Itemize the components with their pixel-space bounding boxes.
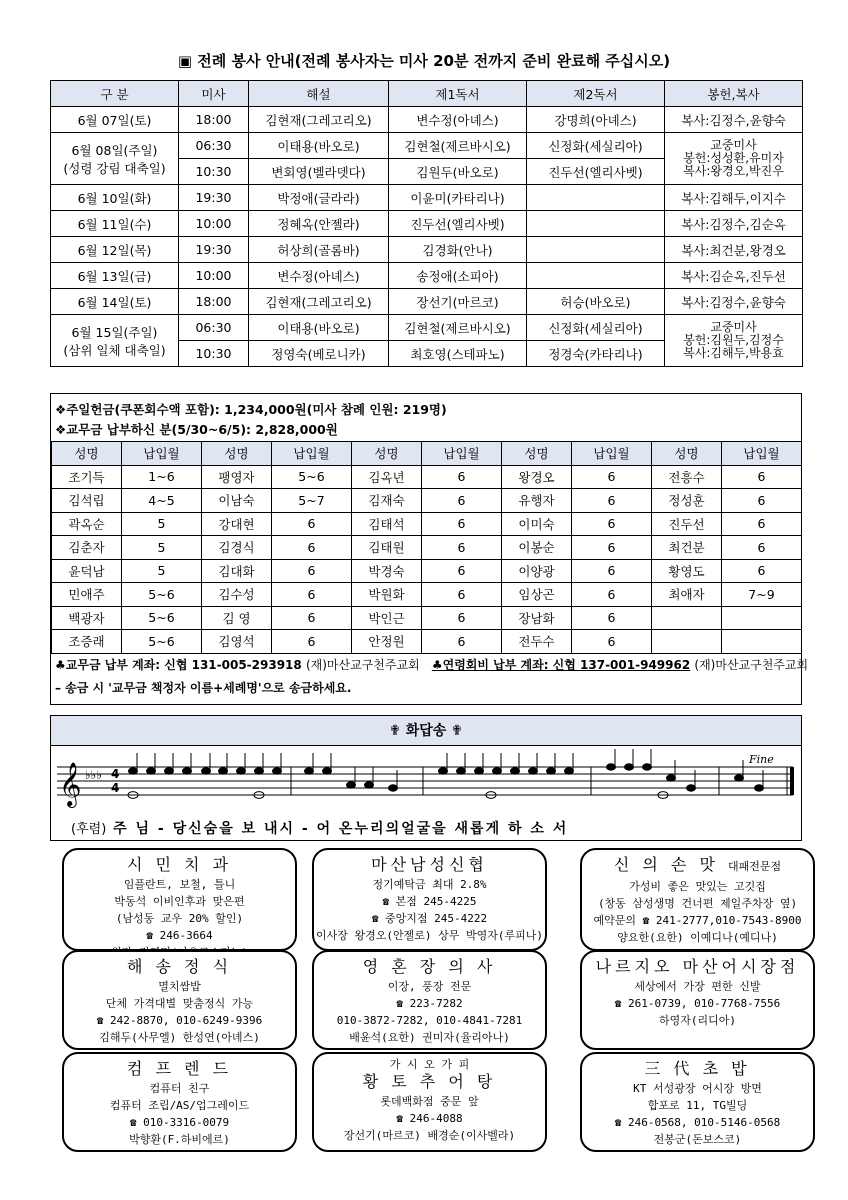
- note-head: [529, 768, 538, 774]
- month-cell: 6: [422, 536, 502, 560]
- note-head: [147, 768, 156, 774]
- hymn-title: ✟ 화답송 ✟: [51, 716, 801, 746]
- ad-line: 예약문의 ☎ 241-2777,010-7543-8900: [593, 914, 802, 927]
- col-header: 미사: [179, 81, 249, 107]
- table-row: [52, 465, 802, 489]
- time-cell: 19:30: [179, 237, 249, 263]
- hymn-lyrics: [71, 818, 568, 838]
- name-cell: 임상곤: [502, 583, 572, 607]
- mass-type: 교중미사: [710, 138, 757, 152]
- ad-line: 배윤석(요한) 권미자(율리아나): [349, 1031, 510, 1044]
- month-cell: 6: [272, 583, 352, 607]
- month-cell: 7~9: [722, 583, 802, 607]
- dues-account: ♣교무금 납부 계좌: 신협 131-005-293918: [55, 658, 302, 672]
- name-cell: 정성훈: [652, 489, 722, 513]
- col-header: 성명: [652, 442, 722, 466]
- reading1-cell: 김경화(안나): [389, 237, 527, 263]
- ad-line: ☎ 중앙지점 245-4222: [371, 912, 488, 925]
- table-row: [51, 289, 803, 315]
- fine-mark: Fine: [749, 753, 774, 766]
- offertory-text: 봉헌:김원두,김정수: [683, 333, 784, 347]
- note-head: [687, 785, 696, 791]
- month-cell: 5~6: [122, 630, 202, 654]
- reading2-cell: [527, 263, 665, 289]
- name-cell: 김태원: [352, 536, 422, 560]
- name-cell: 김영석: [202, 630, 272, 654]
- note-head: [457, 768, 466, 774]
- table-row: [51, 315, 803, 341]
- month-cell: 6: [722, 536, 802, 560]
- note-head: [667, 775, 676, 781]
- name-cell: 김수성: [202, 583, 272, 607]
- note-head: [475, 768, 484, 774]
- commentator-cell: 이태용(바오로): [249, 315, 389, 341]
- col-header: 납입월: [722, 442, 802, 466]
- reading1-cell: 김현철(제르바시오): [389, 315, 527, 341]
- svg-text:4: 4: [111, 781, 120, 795]
- server-cell: 복사:김정수,김순옥: [665, 211, 803, 237]
- table-row: [51, 263, 803, 289]
- month-cell: 6: [572, 489, 652, 513]
- reading2-cell: 허승(바오로): [527, 289, 665, 315]
- note-head: [565, 768, 574, 774]
- note-head: [237, 768, 246, 774]
- dues-line: ❖교무금 납부하신 분(5/30~6/5): 2,828,000원: [55, 422, 338, 437]
- month-cell: 5: [122, 536, 202, 560]
- reading1-cell: 장선기(마르코): [389, 289, 527, 315]
- col-header: 납입월: [272, 442, 352, 466]
- server-cell: [665, 315, 803, 367]
- ad-name: [314, 1071, 545, 1093]
- reading1-cell: 김원두(바오로): [389, 159, 527, 185]
- commentator-cell: 변회영(벨라뎃다): [249, 159, 389, 185]
- refrain-label: (후렴): [71, 822, 107, 837]
- time-cell: 18:00: [179, 289, 249, 315]
- svg-text:♭♭♭: ♭♭♭: [85, 768, 102, 782]
- dues-account-owner: (재)마산교구천주교회: [305, 658, 420, 672]
- offering-section: [50, 393, 809, 705]
- date-cell: [51, 133, 179, 185]
- date-text: 6월 08일(주일): [71, 142, 158, 158]
- commentator-cell: 허상희(골롬바): [249, 237, 389, 263]
- time-cell: 06:30: [179, 133, 249, 159]
- ad-line: ☎ 246-4088: [396, 1112, 463, 1125]
- col-header: 성명: [502, 442, 572, 466]
- month-cell: 6: [572, 630, 652, 654]
- month-cell: 6: [422, 512, 502, 536]
- month-cell: 6: [722, 512, 802, 536]
- ad-line: 합포로 11, TG빌딩: [647, 1099, 748, 1112]
- name-cell: 김대화: [202, 559, 272, 583]
- date-cell: 6월 07일(토): [51, 107, 179, 133]
- table-row: [52, 630, 802, 654]
- account-line: [55, 656, 808, 673]
- name-cell: 이양광: [502, 559, 572, 583]
- col-header: 성명: [352, 442, 422, 466]
- month-cell: 1~6: [122, 465, 202, 489]
- name-cell: 박원화: [352, 583, 422, 607]
- name-cell: 최건분: [652, 536, 722, 560]
- note-head: [439, 768, 448, 774]
- name-cell: [652, 630, 722, 654]
- name-cell: 김태석: [352, 512, 422, 536]
- name-cell: 전두수: [502, 630, 572, 654]
- date-cell: 6월 11일(수): [51, 211, 179, 237]
- name-cell: 김춘자: [52, 536, 122, 560]
- name-cell: 윤덕남: [52, 559, 122, 583]
- name-cell: 김석립: [52, 489, 122, 513]
- month-cell: 6: [572, 559, 652, 583]
- name-cell: 박인근: [352, 606, 422, 630]
- note-head: [183, 768, 192, 774]
- table-row: [51, 133, 803, 159]
- date-cell: 6월 12일(목): [51, 237, 179, 263]
- ad-subtitle: 가 시 오 가 피: [389, 1058, 470, 1071]
- ad-line: 정기예탁금 최대 2.8%: [372, 878, 487, 891]
- col-header: 구 분: [51, 81, 179, 107]
- table-row: [51, 211, 803, 237]
- reading2-cell: 정경숙(카타리나): [527, 341, 665, 367]
- memorial-account-owner: (재)마산교구천주교회: [694, 658, 809, 672]
- month-cell: 6: [722, 489, 802, 513]
- name-cell: 왕경오: [502, 465, 572, 489]
- month-cell: 6: [722, 465, 802, 489]
- note-head: [625, 764, 634, 770]
- ad-line: 전봉군(돈보스코): [653, 1133, 742, 1146]
- col-header: 제1독서: [389, 81, 527, 107]
- transfer-note: – 송금 시 '교무금 책정자 이름+세례명'으로 송금하세요.: [55, 681, 352, 695]
- ad-line: ☎ 223-7282: [396, 997, 463, 1010]
- name-cell: 황영도: [652, 559, 722, 583]
- liturgy-schedule-table: [50, 80, 803, 367]
- ad-card: [312, 848, 547, 951]
- col-header: 성명: [52, 442, 122, 466]
- server-cell: 복사:김해두,이지수: [665, 185, 803, 211]
- ad-line: 멸치쌈밥: [158, 980, 201, 993]
- table-row: [52, 583, 802, 607]
- page-title: ▣ 전례 봉사 안내(전례 봉사자는 미사 20분 전까지 준비 완료해 주십시오): [177, 52, 671, 70]
- month-cell: 5~7: [272, 489, 352, 513]
- month-cell: 6: [572, 512, 652, 536]
- month-cell: 4~5: [122, 489, 202, 513]
- sunday-offering-line: ❖주일헌금(쿠폰회수액 포함): 1,234,000원(미사 참례 인원: 219명): [55, 402, 447, 417]
- ad-line: ☎ 010-3316-0079: [129, 1116, 230, 1129]
- name-cell: 안정원: [352, 630, 422, 654]
- server-cell: 복사:김정수,윤향숙: [665, 107, 803, 133]
- reading2-cell: [527, 185, 665, 211]
- server-cell: 복사:김순옥,진두선: [665, 263, 803, 289]
- ad-line: 세상에서 가장 편한 신발: [634, 980, 761, 993]
- ad-line: 박향환(F.하비에르): [129, 1133, 230, 1146]
- month-cell: [722, 606, 802, 630]
- ad-name-text: 영 혼 장 의 사: [362, 957, 497, 976]
- date-cell: 6월 13일(금): [51, 263, 179, 289]
- note-head: [165, 768, 174, 774]
- commentator-cell: 정혜옥(안젤라): [249, 211, 389, 237]
- ad-name: [64, 956, 295, 978]
- note-head: [547, 768, 556, 774]
- reading1-cell: 변수정(아녜스): [389, 107, 527, 133]
- name-cell: 전흥수: [652, 465, 722, 489]
- name-cell: 조기득: [52, 465, 122, 489]
- ad-name-text: 황 토 추 어 탕: [362, 1072, 497, 1091]
- note-head: [202, 768, 211, 774]
- time-cell: 10:00: [179, 263, 249, 289]
- commentator-cell: 박정애(글라라): [249, 185, 389, 211]
- note-head: [219, 768, 228, 774]
- note-head: [347, 782, 356, 788]
- table-header-row: [52, 442, 802, 466]
- month-cell: 5~6: [122, 583, 202, 607]
- name-cell: 김경식: [202, 536, 272, 560]
- reading1-cell: 이윤미(카타리나): [389, 185, 527, 211]
- mass-type: 교중미사: [710, 320, 757, 334]
- name-cell: 진두선: [652, 512, 722, 536]
- reading2-cell: [527, 237, 665, 263]
- time-cell: 10:00: [179, 211, 249, 237]
- name-cell: 장남화: [502, 606, 572, 630]
- ad-name-text: 시 민 치 과: [126, 855, 233, 874]
- ad-name-text: 컴 프 렌 드: [126, 1059, 233, 1078]
- ad-card: [312, 1052, 547, 1152]
- ad-name-text: 三 代 초 밥: [644, 1059, 751, 1078]
- reading2-cell: 진두선(엘리사벳): [527, 159, 665, 185]
- date-cell: 6월 10일(화): [51, 185, 179, 211]
- name-cell: 김옥년: [352, 465, 422, 489]
- ad-line: ☎ 246-0568, 010-5146-0568: [614, 1116, 781, 1129]
- month-cell: 5~6: [272, 465, 352, 489]
- col-header: 납입월: [122, 442, 202, 466]
- name-cell: 최애자: [652, 583, 722, 607]
- commentator-cell: 변수정(아녜스): [249, 263, 389, 289]
- server-cell: [665, 133, 803, 185]
- ad-card: [312, 950, 547, 1050]
- table-row: [51, 185, 803, 211]
- reading2-cell: 강명희(아녜스): [527, 107, 665, 133]
- note-head: [389, 785, 398, 791]
- reading1-cell: 김현철(제르바시오): [389, 133, 527, 159]
- ad-name: [582, 956, 813, 978]
- name-cell: [652, 606, 722, 630]
- commentator-cell: 정영숙(베로니카): [249, 341, 389, 367]
- ad-line: 장선기(마르코) 배경순(이사벨라): [343, 1129, 516, 1142]
- month-cell: 6: [422, 606, 502, 630]
- name-cell: 박경숙: [352, 559, 422, 583]
- ad-line: ☎ 242-8870, 010-6249-9396: [96, 1014, 263, 1027]
- ad-line: 임플란트, 보철, 틀니: [123, 878, 236, 891]
- month-cell: 6: [722, 559, 802, 583]
- note-head: [755, 785, 764, 791]
- ad-name: [64, 1058, 295, 1080]
- ad-line: 김해두(사무엘) 한성연(아녜스): [99, 1031, 260, 1044]
- name-cell: 강대현: [202, 512, 272, 536]
- note-head: [365, 782, 374, 788]
- music-staff: [51, 747, 801, 817]
- month-cell: [722, 630, 802, 654]
- svg-text:4: 4: [111, 767, 120, 781]
- name-cell: 민애주: [52, 583, 122, 607]
- feast-text: (삼위 일체 대축일): [63, 342, 166, 358]
- time-cell: 18:00: [179, 107, 249, 133]
- month-cell: 6: [272, 606, 352, 630]
- table-row: [52, 512, 802, 536]
- name-cell: 이남숙: [202, 489, 272, 513]
- ad-line: ☎ 246-3664: [146, 929, 213, 942]
- ad-card: [62, 950, 297, 1050]
- altar-server-text: 복사:김해두,박용효: [683, 346, 784, 360]
- name-cell: 백광자: [52, 606, 122, 630]
- month-cell: 6: [272, 512, 352, 536]
- month-cell: 6: [572, 583, 652, 607]
- table-row: [52, 536, 802, 560]
- ad-line: 가성비 좋은 맛있는 고깃집: [629, 880, 766, 893]
- table-row: [51, 107, 803, 133]
- reading1-cell: 송정애(소피아): [389, 263, 527, 289]
- month-cell: 6: [272, 536, 352, 560]
- altar-server-text: 복사:왕경오,박진우: [683, 164, 784, 178]
- month-cell: 6: [572, 536, 652, 560]
- time-cell: 10:30: [179, 159, 249, 185]
- reading1-cell: 최호영(스테파노): [389, 341, 527, 367]
- name-cell: 김재숙: [352, 489, 422, 513]
- ad-name: [314, 854, 545, 876]
- name-cell: 유행자: [502, 489, 572, 513]
- name-cell: 팽영자: [202, 465, 272, 489]
- month-cell: 6: [272, 630, 352, 654]
- ad-card: [580, 848, 815, 951]
- note-head: [607, 764, 616, 770]
- commentator-cell: 김현재(그레고리오): [249, 107, 389, 133]
- ad-line: 컴퓨터 친구: [149, 1082, 210, 1095]
- month-cell: 6: [572, 465, 652, 489]
- ad-line: 양요한(요한) 이예디나(예디나): [617, 931, 778, 944]
- ad-name-text: 마산남성신협: [371, 855, 488, 874]
- treble-clef-icon: 𝄞: [59, 762, 82, 806]
- offertory-text: 봉헌:성성환,유미자: [683, 151, 784, 165]
- note-head: [511, 768, 520, 774]
- col-header: 납입월: [422, 442, 502, 466]
- date-cell: [51, 315, 179, 367]
- table-row: [52, 489, 802, 513]
- name-cell: 이봉순: [502, 536, 572, 560]
- reading2-cell: [527, 211, 665, 237]
- ad-line: 하영자(리디아): [658, 1014, 736, 1027]
- ad-line: 컴퓨터 조립/AS/업그레이드: [109, 1099, 250, 1112]
- commentator-cell: 김현재(그레고리오): [249, 289, 389, 315]
- reading2-cell: 신정화(세실리아): [527, 315, 665, 341]
- ad-line: 롯데백화점 중문 앞: [380, 1095, 479, 1108]
- month-cell: 6: [422, 465, 502, 489]
- ad-name: [314, 956, 545, 978]
- name-cell: 김 영: [202, 606, 272, 630]
- table-row: [52, 559, 802, 583]
- month-cell: 6: [272, 559, 352, 583]
- month-cell: 5~6: [122, 606, 202, 630]
- note-head: [493, 768, 502, 774]
- col-header: 해설: [249, 81, 389, 107]
- ad-name-text: 나르지오 마산어시장점: [595, 957, 800, 976]
- ad-tag: 대패전문점: [728, 860, 782, 873]
- ad-line: 박동석 이비인후과 맞은편: [114, 895, 245, 908]
- ad-line: ☎ 본점 245-4225: [382, 895, 477, 908]
- ad-name-text: 해 송 정 식: [126, 957, 233, 976]
- ad-name: [582, 854, 813, 878]
- note-head: [255, 768, 264, 774]
- ad-name: [582, 1058, 813, 1080]
- month-cell: 6: [572, 606, 652, 630]
- ad-card: [580, 1052, 815, 1152]
- ad-line: ☎ 261-0739, 010-7768-7556: [614, 997, 781, 1010]
- table-row: [52, 606, 802, 630]
- col-header: 성명: [202, 442, 272, 466]
- ad-name: [64, 854, 295, 876]
- date-cell: 6월 14일(토): [51, 289, 179, 315]
- name-cell: 곽옥순: [52, 512, 122, 536]
- month-cell: 5: [122, 559, 202, 583]
- ad-line: 010-3872-7282, 010-4841-7281: [336, 1014, 523, 1027]
- note-head: [323, 768, 332, 774]
- feast-text: (성령 강림 대축일): [63, 160, 166, 176]
- ad-line: KT 서성광장 어시장 방면: [633, 1082, 762, 1095]
- col-header: 봉헌,복사: [665, 81, 803, 107]
- ad-line: 단체 가격대별 맞춤정식 가능: [105, 997, 254, 1010]
- month-cell: 6: [422, 559, 502, 583]
- ad-card: [62, 1052, 297, 1152]
- date-text: 6월 15일(주일): [71, 324, 158, 340]
- ad-line: 이장, 풍장 전문: [387, 980, 472, 993]
- server-cell: 복사:최건분,왕경오: [665, 237, 803, 263]
- ad-line: 이사장 왕경오(안젤로) 상무 박영자(루피나): [316, 929, 543, 942]
- ad-name-text: 신 의 손 맛: [613, 855, 719, 874]
- name-cell: 이미숙: [502, 512, 572, 536]
- dues-table: [51, 441, 802, 654]
- time-cell: 19:30: [179, 185, 249, 211]
- note-head: [643, 764, 652, 770]
- ad-card: [580, 950, 815, 1050]
- table-header-row: [51, 81, 803, 107]
- note-head: [305, 768, 314, 774]
- lyrics-text: 주 님 - 당신숨을 보 내시 - 어 온누리의얼굴을 새롭게 하 소 서: [113, 821, 569, 837]
- server-cell: 복사:김정수,윤향숙: [665, 289, 803, 315]
- month-cell: 6: [422, 489, 502, 513]
- col-header: 제2독서: [527, 81, 665, 107]
- month-cell: 5: [122, 512, 202, 536]
- table-row: [51, 237, 803, 263]
- reading1-cell: 진두선(엘리사벳): [389, 211, 527, 237]
- month-cell: 6: [422, 630, 502, 654]
- time-cell: 06:30: [179, 315, 249, 341]
- note-head: [273, 768, 282, 774]
- note-head: [735, 775, 744, 781]
- ad-card: [62, 848, 297, 951]
- month-cell: 6: [422, 583, 502, 607]
- col-header: 납입월: [572, 442, 652, 466]
- memorial-account: ♣연령회비 납부 계좌: 신협 137-001-949962: [431, 658, 691, 672]
- ad-line: (남성동 교우 20% 할인): [115, 912, 244, 925]
- name-cell: 조증래: [52, 630, 122, 654]
- commentator-cell: 이태용(바오로): [249, 133, 389, 159]
- reading2-cell: 신정화(세실리아): [527, 133, 665, 159]
- responsorial-psalm-section: [50, 715, 802, 841]
- ad-line: (창동 삼성생명 건너편 제일주차장 옆): [597, 897, 798, 910]
- note-head: [129, 768, 138, 774]
- time-cell: 10:30: [179, 341, 249, 367]
